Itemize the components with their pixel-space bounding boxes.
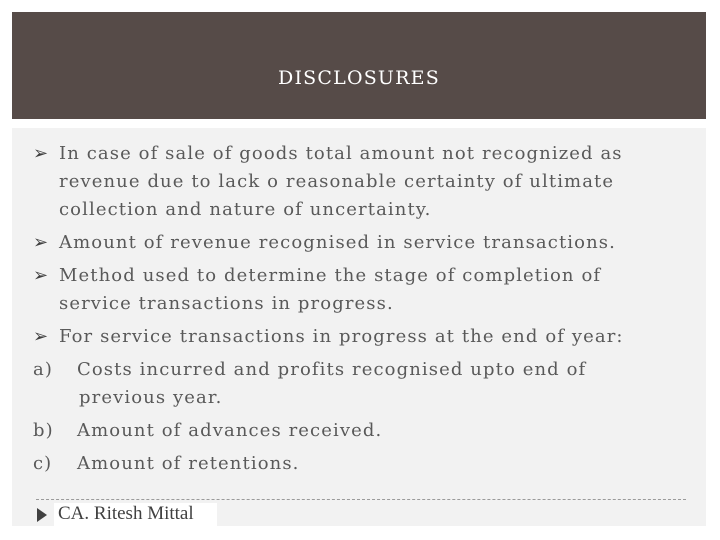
bullet-item (33, 262, 693, 318)
bullet-line: service transactions in progress. (59, 293, 394, 314)
sub-item-line: Amount of advances received. (77, 420, 383, 441)
bullet-line: In case of sale of goods total amount not recognized as (59, 143, 623, 164)
title-banner (12, 12, 706, 119)
footer-author: CA. Ritesh Mittal (58, 503, 194, 524)
bullet-item (33, 229, 693, 257)
arrow-bullet-icon: ➢ (33, 326, 50, 347)
sub-item-marker: b) (33, 420, 54, 441)
bullet-line: Amount of revenue recognised in service transactions. (59, 232, 616, 253)
bullet-line: For service transactions in progress at the end of year: (59, 326, 624, 347)
arrow-bullet-icon: ➢ (33, 143, 50, 164)
sub-item-marker: c) (33, 453, 53, 474)
sub-item (33, 450, 693, 478)
footer-divider (36, 499, 686, 500)
sub-item (33, 356, 693, 412)
sub-item-marker: a) (33, 359, 53, 380)
bullet-item (33, 323, 693, 351)
sub-item (33, 417, 693, 445)
slide-title: DISCLOSURES (278, 67, 440, 89)
arrow-bullet-icon: ➢ (33, 232, 50, 253)
play-triangle-icon (37, 508, 47, 522)
sub-item-line: previous year. (79, 387, 223, 408)
sub-item-line: Costs incurred and profits recognised upto end of (77, 359, 587, 380)
bullet-line: revenue due to lack o reasonable certainty of ultimate (59, 171, 615, 192)
bullet-item (33, 140, 693, 224)
bullet-list (33, 140, 693, 483)
sub-item-line: Amount of retentions. (77, 453, 300, 474)
bullet-line: collection and nature of uncertainty. (59, 199, 432, 220)
bullet-line: Method used to determine the stage of completion of (59, 265, 602, 286)
arrow-bullet-icon: ➢ (33, 265, 50, 286)
